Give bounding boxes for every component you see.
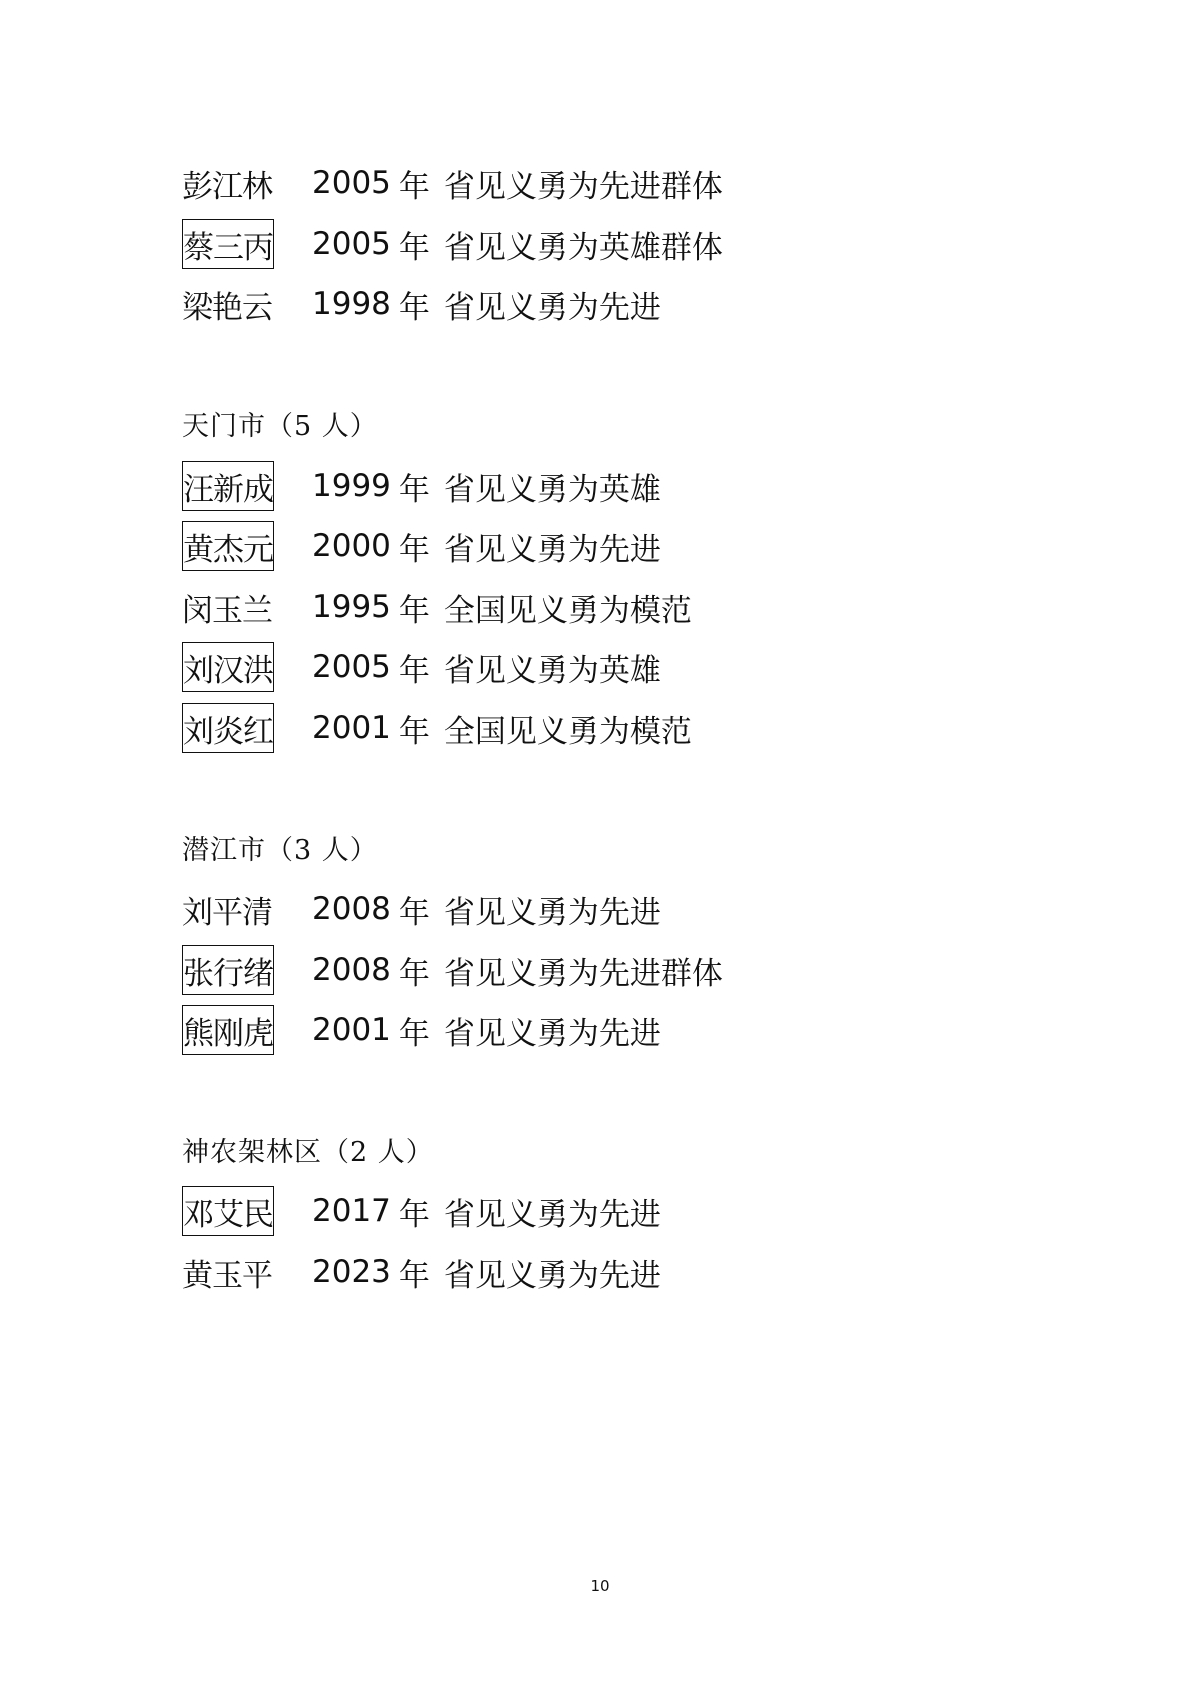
award-title: 省见义勇为英雄: [443, 652, 661, 689]
list-item: [182, 276, 661, 332]
year-unit: 年: [398, 713, 430, 750]
award-title: 省见义勇为英雄群体: [443, 229, 723, 266]
year-unit: 年: [398, 1257, 430, 1294]
list-item: [182, 518, 661, 574]
year-unit: 年: [398, 229, 430, 266]
award-year: 2017: [312, 1193, 391, 1229]
year-unit: 年: [398, 592, 430, 629]
list-item: [182, 942, 723, 998]
year-unit: 年: [398, 1196, 430, 1233]
person-name: 彭江林: [182, 168, 272, 205]
person-name: 闵玉兰: [182, 592, 272, 629]
award-title: 省见义勇为英雄: [443, 471, 661, 508]
award-title: 省见义勇为先进群体: [443, 168, 723, 205]
award-year: 2005: [312, 649, 391, 685]
section-heading: 神农架林区（2 人）: [182, 1136, 434, 1168]
award-year: 2001: [312, 1012, 391, 1048]
year-unit: 年: [398, 894, 430, 931]
year-unit: 年: [398, 652, 430, 689]
year-unit: 年: [398, 955, 430, 992]
award-year: 1998: [312, 286, 391, 322]
award-title: 省见义勇为先进: [443, 894, 661, 931]
award-year: 2023: [312, 1254, 391, 1290]
list-item: [182, 155, 723, 211]
award-title: 省见义勇为先进: [443, 289, 661, 326]
year-unit: 年: [398, 471, 430, 508]
year-unit: 年: [398, 1015, 430, 1052]
award-year: 2005: [312, 165, 391, 201]
section-heading: 天门市（5 人）: [182, 410, 378, 442]
person-name: 梁艳云: [182, 289, 272, 326]
award-year: 2008: [312, 952, 391, 988]
award-title: 省见义勇为先进: [443, 531, 661, 568]
award-year: 2008: [312, 891, 391, 927]
year-unit: 年: [398, 289, 430, 326]
person-name: 刘汉洪: [182, 642, 274, 692]
list-item: [182, 579, 692, 635]
person-name: 张行绪: [182, 945, 274, 995]
person-name: 邓艾民: [182, 1186, 274, 1236]
person-name: 汪新成: [182, 461, 274, 511]
award-year: 1995: [312, 589, 391, 625]
list-item: [182, 1244, 661, 1300]
list-item: [182, 639, 661, 695]
person-name: 蔡三丙: [182, 219, 274, 269]
list-item: [182, 458, 661, 514]
list-item: [182, 700, 692, 756]
award-year: 2000: [312, 528, 391, 564]
person-name: 黄杰元: [182, 521, 274, 571]
award-title: 全国见义勇为模范: [443, 713, 692, 750]
award-year: 2005: [312, 226, 391, 262]
person-name: 黄玉平: [182, 1257, 272, 1294]
list-item: [182, 881, 661, 937]
award-year: 2001: [312, 710, 391, 746]
list-item: [182, 1183, 661, 1239]
year-unit: 年: [398, 531, 430, 568]
award-title: 省见义勇为先进: [443, 1196, 661, 1233]
person-name: 刘炎红: [182, 703, 274, 753]
year-unit: 年: [398, 168, 430, 205]
award-year: 1999: [312, 468, 391, 504]
award-title: 全国见义勇为模范: [443, 592, 692, 629]
award-title: 省见义勇为先进: [443, 1015, 661, 1052]
award-title: 省见义勇为先进: [443, 1257, 661, 1294]
list-item: [182, 216, 723, 272]
page-number: 10: [590, 1577, 610, 1595]
person-name: 刘平清: [182, 894, 272, 931]
person-name: 熊刚虎: [182, 1005, 274, 1055]
list-item: [182, 1002, 661, 1058]
award-title: 省见义勇为先进群体: [443, 955, 723, 992]
section-heading: 潜江市（3 人）: [182, 834, 378, 866]
